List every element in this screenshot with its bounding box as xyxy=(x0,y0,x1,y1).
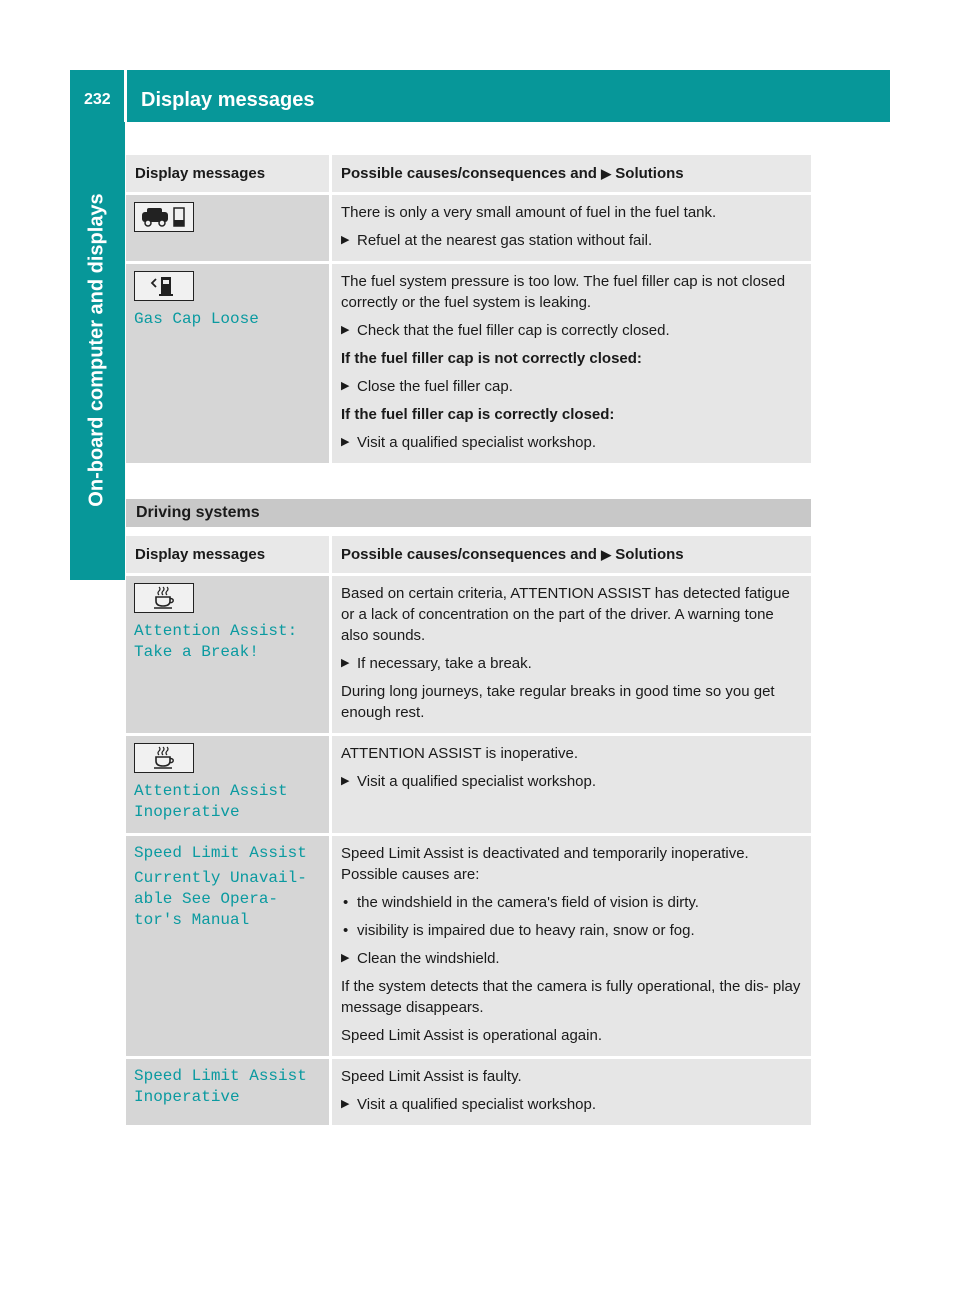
low-fuel-icon xyxy=(134,202,194,232)
solution-step: ▶ Visit a qualified specialist workshop. xyxy=(341,771,803,792)
cause-text: There is only a very small amount of fuel in the fuel tank. xyxy=(341,204,717,221)
fuel-pump-icon xyxy=(134,271,194,301)
cause-text: If the system detects that the camera is fully operational, the dis‐ play message disappears. xyxy=(341,978,801,1016)
col-header-causes xyxy=(331,155,812,194)
causes-cell xyxy=(331,263,812,464)
display-line: Currently Unavail‐ xyxy=(134,869,307,887)
display-line: Attention Assist: xyxy=(134,622,298,640)
cause-text: Based on certain criteria, ATTENTION ASSIST has detected fatigue or a lack of concentration on the part of the driver. A warning tone also sounds. xyxy=(341,585,790,644)
table-row xyxy=(126,1058,811,1126)
solution-step: ▶ Check that the fuel filler cap is correctly closed. xyxy=(341,320,803,341)
col-header-display-messages: Display messages xyxy=(126,155,331,194)
causes-cell xyxy=(331,575,812,735)
driving-systems-table xyxy=(126,536,811,1125)
solution-step: ▶ If necessary, take a break. xyxy=(341,653,803,674)
table-row xyxy=(126,194,811,263)
display-line: Speed Limit Assist xyxy=(134,844,307,862)
page-number: 232 xyxy=(84,91,111,108)
col-header-display-messages: Display messages xyxy=(126,536,331,575)
solution-step: ▶ Close the fuel filler cap. xyxy=(341,376,803,397)
table-row xyxy=(126,263,811,464)
display-line: Speed Limit Assist xyxy=(134,1067,307,1085)
display-line: Take a Break! xyxy=(134,643,259,661)
display-message-cell xyxy=(126,263,331,464)
coffee-cup-icon xyxy=(134,743,194,773)
cause-text: During long journeys, take regular breaks in good time so you get enough rest. xyxy=(341,683,775,721)
col-header-solutions-text: Solutions xyxy=(615,165,684,182)
cause-text: The fuel system pressure is too low. The fuel filler cap is not closed correctly or the fuel system is leaking. xyxy=(341,273,786,311)
table-row xyxy=(126,735,811,835)
header-divider xyxy=(124,70,127,122)
causes-cell xyxy=(331,194,812,263)
section-heading: Driving systems xyxy=(136,504,260,521)
display-text xyxy=(134,843,321,931)
table-header-row xyxy=(126,155,811,194)
table-header-row xyxy=(126,536,811,575)
coffee-cup-icon xyxy=(134,583,194,613)
condition-heading: If the fuel filler cap is correctly closed: xyxy=(341,406,615,423)
display-text xyxy=(134,309,321,330)
cause-text: Speed Limit Assist is faulty. xyxy=(341,1068,522,1085)
display-line: Inoperative xyxy=(134,803,240,821)
page-title: Display messages xyxy=(141,89,315,111)
display-line: Gas Cap Loose xyxy=(134,310,259,328)
chapter-label: On-board computer and displays xyxy=(85,193,108,507)
solution-step: ▶ Visit a qualified specialist workshop. xyxy=(341,432,803,453)
cause-text: Speed Limit Assist is deactivated and temporarily inoperative. Possible causes are: xyxy=(341,845,749,883)
causes-cell xyxy=(331,835,812,1058)
section-heading-bar xyxy=(126,499,811,527)
display-line: tor's Manual xyxy=(134,911,250,929)
display-text xyxy=(134,621,321,663)
col-header-causes xyxy=(331,536,812,575)
display-message-cell xyxy=(126,835,331,1058)
solution-step: ▶ Visit a qualified specialist workshop. xyxy=(341,1094,803,1115)
causes-cell xyxy=(331,735,812,835)
display-text xyxy=(134,781,321,823)
display-message-cell xyxy=(126,735,331,835)
display-message-cell xyxy=(126,575,331,735)
arrow-right-icon: ▶ xyxy=(601,547,612,562)
col-header-causes-text: Possible causes/consequences and xyxy=(341,165,597,182)
display-line: able See Opera‐ xyxy=(134,890,279,908)
cause-bullet: • visibility is impaired due to heavy rain, snow or fog. xyxy=(341,920,803,941)
cause-text: Speed Limit Assist is operational again. xyxy=(341,1027,602,1044)
display-line: Attention Assist xyxy=(134,782,288,800)
col-header-solutions-text: Solutions xyxy=(615,546,684,563)
display-message-cell xyxy=(126,194,331,263)
display-message-cell xyxy=(126,1058,331,1126)
table-row xyxy=(126,835,811,1058)
solution-step: ▶ Refuel at the nearest gas station without fail. xyxy=(341,230,803,251)
condition-heading: If the fuel filler cap is not correctly closed: xyxy=(341,350,642,367)
cause-bullet: • the windshield in the camera's field of vision is dirty. xyxy=(341,892,803,913)
display-text xyxy=(134,1066,321,1108)
solution-step: ▶ Clean the windshield. xyxy=(341,948,803,969)
fuel-messages-table xyxy=(126,155,811,463)
cause-text: ATTENTION ASSIST is inoperative. xyxy=(341,745,579,762)
arrow-right-icon: ▶ xyxy=(601,166,612,181)
table-row xyxy=(126,575,811,735)
display-line: Inoperative xyxy=(134,1088,240,1106)
col-header-causes-text: Possible causes/consequences and xyxy=(341,546,597,563)
causes-cell xyxy=(331,1058,812,1126)
